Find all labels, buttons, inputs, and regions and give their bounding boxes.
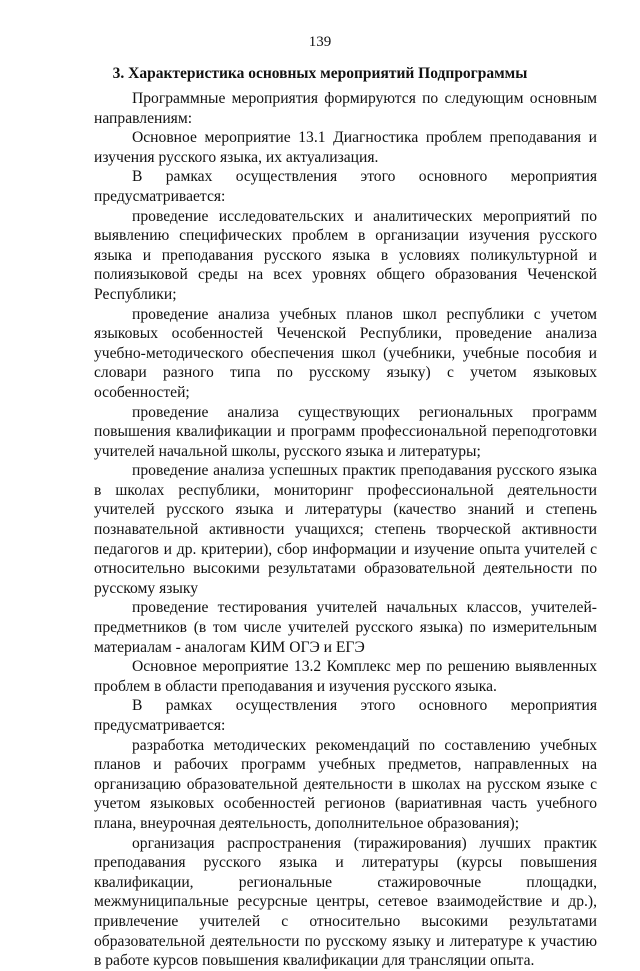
- paragraph-9: Основное мероприятие 13.2 Комплекс мер по решению выявленных проблем в области преподавания и изучения русского языка.: [94, 658, 597, 695]
- paragraph-5: проведение анализа учебных планов школ республики с учетом языковых особенностей Чеченской Республики, проведение анализа учебно-методического обеспечения школ (учебники, учебные пособия и словари разного типа по русскому языку) с учетом языковых особенностей;: [94, 305, 597, 401]
- section-heading: 3. Характеристика основных мероприятий Подпрограммы: [112, 65, 528, 82]
- paragraph-10: В рамках осуществления этого основного мероприятия предусматривается:: [94, 697, 597, 734]
- paragraph-12: организация распространения (тиражирования) лучших практик преподавания русского языка и литературы (курсы повышения квалификации, региональные стажировочные площадки, межмуниципальные ресурсные центры, сетевое взаимодействие и др.), привлечение учителей с относительно высокими результатами образовательной деятельности по русскому языку и литературе к участию в работе курсов повышения квалификации для трансляции опыта.: [94, 834, 597, 970]
- paragraph-3: В рамках осуществления этого основного мероприятия предусматривается:: [94, 168, 597, 205]
- document-body: [94, 89, 597, 971]
- paragraph-8: проведение тестирования учителей начальных классов, учителей-предметников (в том числе учителей русского языка) по измерительным материалам - аналогам КИМ ОГЭ и ЕГЭ: [94, 599, 597, 656]
- paragraph-7: проведение анализа успешных практик преподавания русского языка в школах республики, мониторинг профессиональной деятельности учителей русского языка и литературы (качество знаний и степень познавательной активности учащихся; степень творческой активности педагогов и др. критерии), сбор информации и изучение опыта учителей с относительно высокими результатами образовательной деятельности по русскому языку: [94, 462, 597, 597]
- paragraph-2: Основное мероприятие 13.1 Диагностика проблем преподавания и изучения русского языка, их актуализация.: [94, 129, 597, 166]
- page-number: 139: [308, 34, 332, 50]
- paragraph-4: проведение исследовательских и аналитических мероприятий по выявлению специфических проблем в организации изучения русского языка и преподавания русского языка в условиях поликультурной и полиязыковой среды на всех уровнях общего образования Чеченской Республики;: [94, 207, 597, 303]
- paragraph-6: проведение анализа существующих региональных программ повышения квалификации и программ профессиональной переподготовки учителей начальной школы, русского языка и литературы;: [94, 403, 597, 460]
- paragraph-1: Программные мероприятия формируются по следующим основным направлениям:: [94, 90, 597, 127]
- paragraph-11: разработка методических рекомендаций по составлению учебных планов и рабочих программ учебных предметов, направленных на организацию образовательной деятельности в школах на русском языке с учетом языковых особенностей регионов (вариативная часть учебного плана, внеурочная деятельность, дополнительное образования);: [94, 736, 597, 832]
